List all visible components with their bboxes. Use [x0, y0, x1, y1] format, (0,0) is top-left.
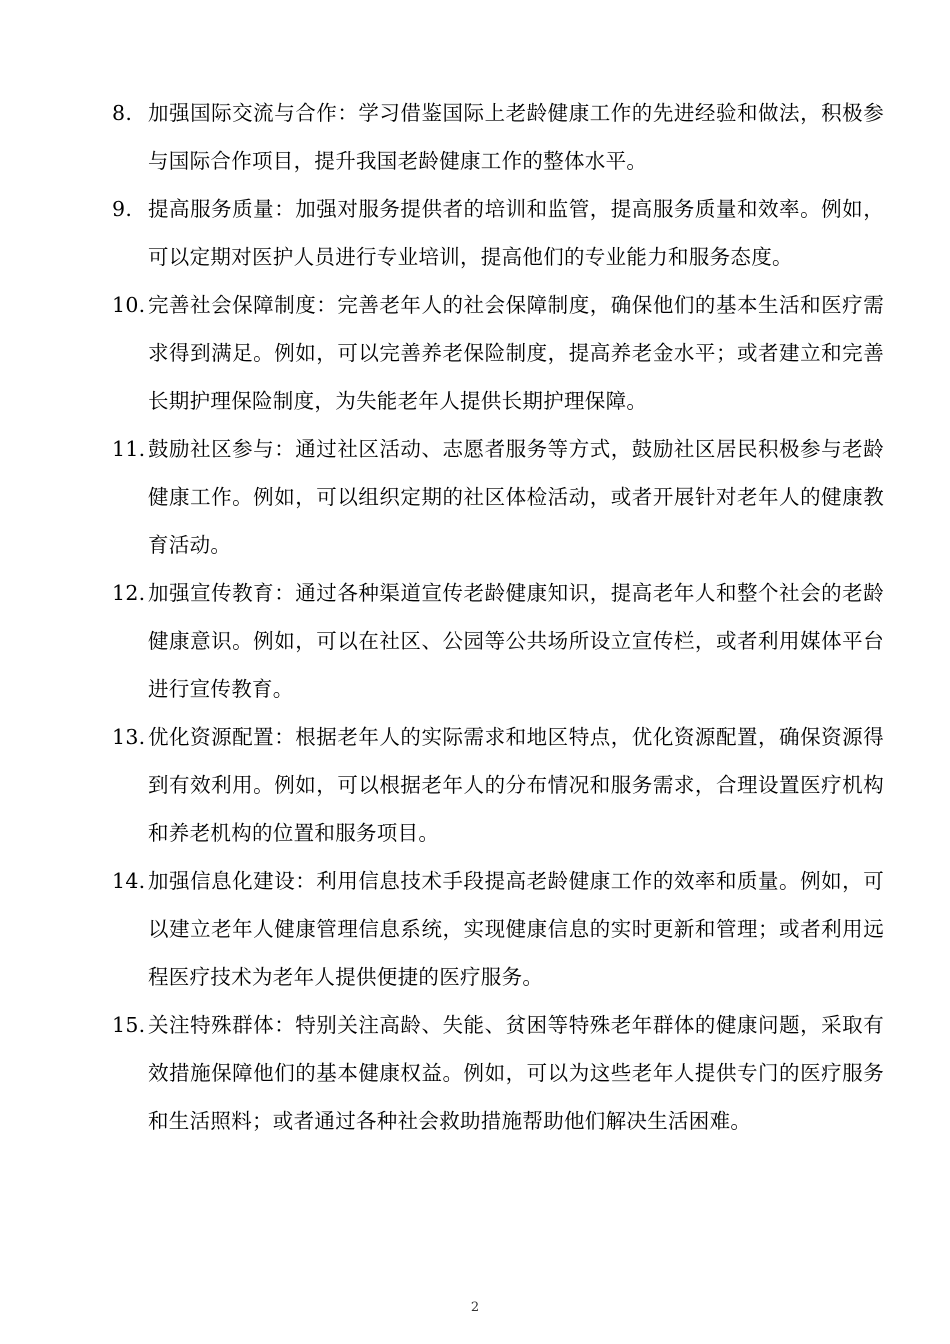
list-item-text: 鼓励社区参与：通过社区活动、志愿者服务等方式，鼓励社区居民积极参与老龄健康工作。例如，可以组织定期的社区体检活动，或者开展针对老年人的健康教育活动。 — [148, 437, 884, 557]
list-item — [112, 281, 884, 425]
list-item-text: 优化资源配置：根据老年人的实际需求和地区特点，优化资源配置，确保资源得到有效利用。例如，可以根据老年人的分布情况和服务需求，合理设置医疗机构和养老机构的位置和服务项目。 — [148, 725, 884, 845]
numbered-list — [112, 89, 884, 1145]
list-item — [112, 569, 884, 713]
list-item-text: 加强信息化建设：利用信息技术手段提高老龄健康工作的效率和质量。例如，可以建立老年人健康管理信息系统，实现健康信息的实时更新和管理；或者利用远程医疗技术为老年人提供便捷的医疗服务。 — [148, 869, 884, 989]
list-item-number: 8. — [112, 101, 133, 125]
list-item-text: 完善社会保障制度：完善老年人的社会保障制度，确保他们的基本生活和医疗需求得到满足。例如，可以完善养老保险制度，提高养老金水平；或者建立和完善长期护理保险制度，为失能老年人提供长期护理保障。 — [148, 293, 884, 413]
list-item-number: 9. — [112, 197, 133, 221]
list-item-text: 加强宣传教育：通过各种渠道宣传老龄健康知识，提高老年人和整个社会的老龄健康意识。例如，可以在社区、公园等公共场所设立宣传栏，或者利用媒体平台进行宣传教育。 — [148, 581, 884, 701]
list-item-number: 13. — [112, 725, 146, 749]
list-item — [112, 425, 884, 569]
page-number: 2 — [470, 1300, 480, 1315]
list-item-text: 提高服务质量：加强对服务提供者的培训和监管，提高服务质量和效率。例如，可以定期对医护人员进行专业培训，提高他们的专业能力和服务态度。 — [148, 197, 884, 269]
list-item — [112, 857, 884, 1001]
list-item-number: 11. — [112, 437, 146, 461]
list-item-number: 12. — [112, 581, 146, 605]
list-item — [112, 185, 884, 281]
list-item — [112, 713, 884, 857]
list-item-number: 14. — [112, 869, 146, 893]
list-item-number: 15. — [112, 1013, 146, 1037]
list-item-text: 加强国际交流与合作：学习借鉴国际上老龄健康工作的先进经验和做法，积极参与国际合作项目，提升我国老龄健康工作的整体水平。 — [148, 101, 884, 173]
list-item — [112, 1001, 884, 1145]
list-item — [112, 89, 884, 185]
list-item-text: 关注特殊群体：特别关注高龄、失能、贫困等特殊老年群体的健康问题，采取有效措施保障他们的基本健康权益。例如，可以为这些老年人提供专门的医疗服务和生活照料；或者通过各种社会救助措施帮助他们解决生活困难。 — [148, 1013, 884, 1133]
list-item-number: 10. — [112, 293, 146, 317]
